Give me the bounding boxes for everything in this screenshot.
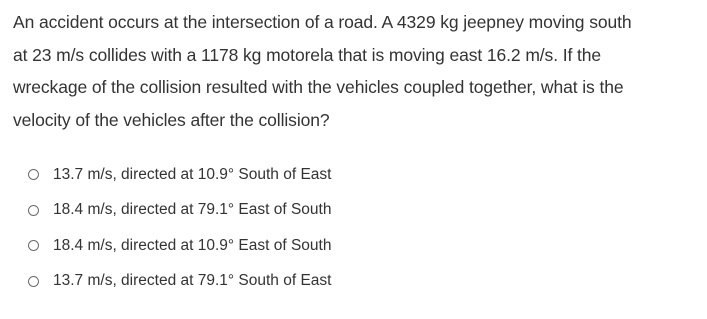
radio-button[interactable]	[28, 276, 39, 287]
question-line: wreckage of the collision resulted with the vehicles coupled together, what is the	[13, 77, 624, 97]
radio-button[interactable]	[28, 205, 39, 216]
answer-option[interactable]	[28, 157, 331, 193]
answer-option-label[interactable]: 13.7 m/s, directed at 79.1° South of East	[53, 272, 332, 290]
question-line: at 23 m/s collides with a 1178 kg motorela that is moving east 16.2 m/s. If the	[13, 44, 602, 65]
answer-option[interactable]	[28, 193, 331, 229]
answer-option[interactable]	[28, 264, 331, 300]
answer-option-label[interactable]: 13.7 m/s, directed at 10.9° South of East	[53, 165, 332, 183]
question-line: velocity of the vehicles after the collision?	[13, 109, 330, 130]
radio-button[interactable]	[28, 240, 39, 251]
answer-options	[28, 157, 331, 299]
question-text	[13, 6, 701, 136]
question-line: An accident occurs at the intersection of a road. A 4329 kg jeepney moving south	[13, 12, 632, 32]
answer-option[interactable]	[28, 228, 331, 264]
radio-button[interactable]	[28, 169, 39, 180]
answer-option-label[interactable]: 18.4 m/s, directed at 79.1° East of South	[53, 201, 332, 219]
answer-option-label[interactable]: 18.4 m/s, directed at 10.9° East of South	[53, 236, 332, 254]
